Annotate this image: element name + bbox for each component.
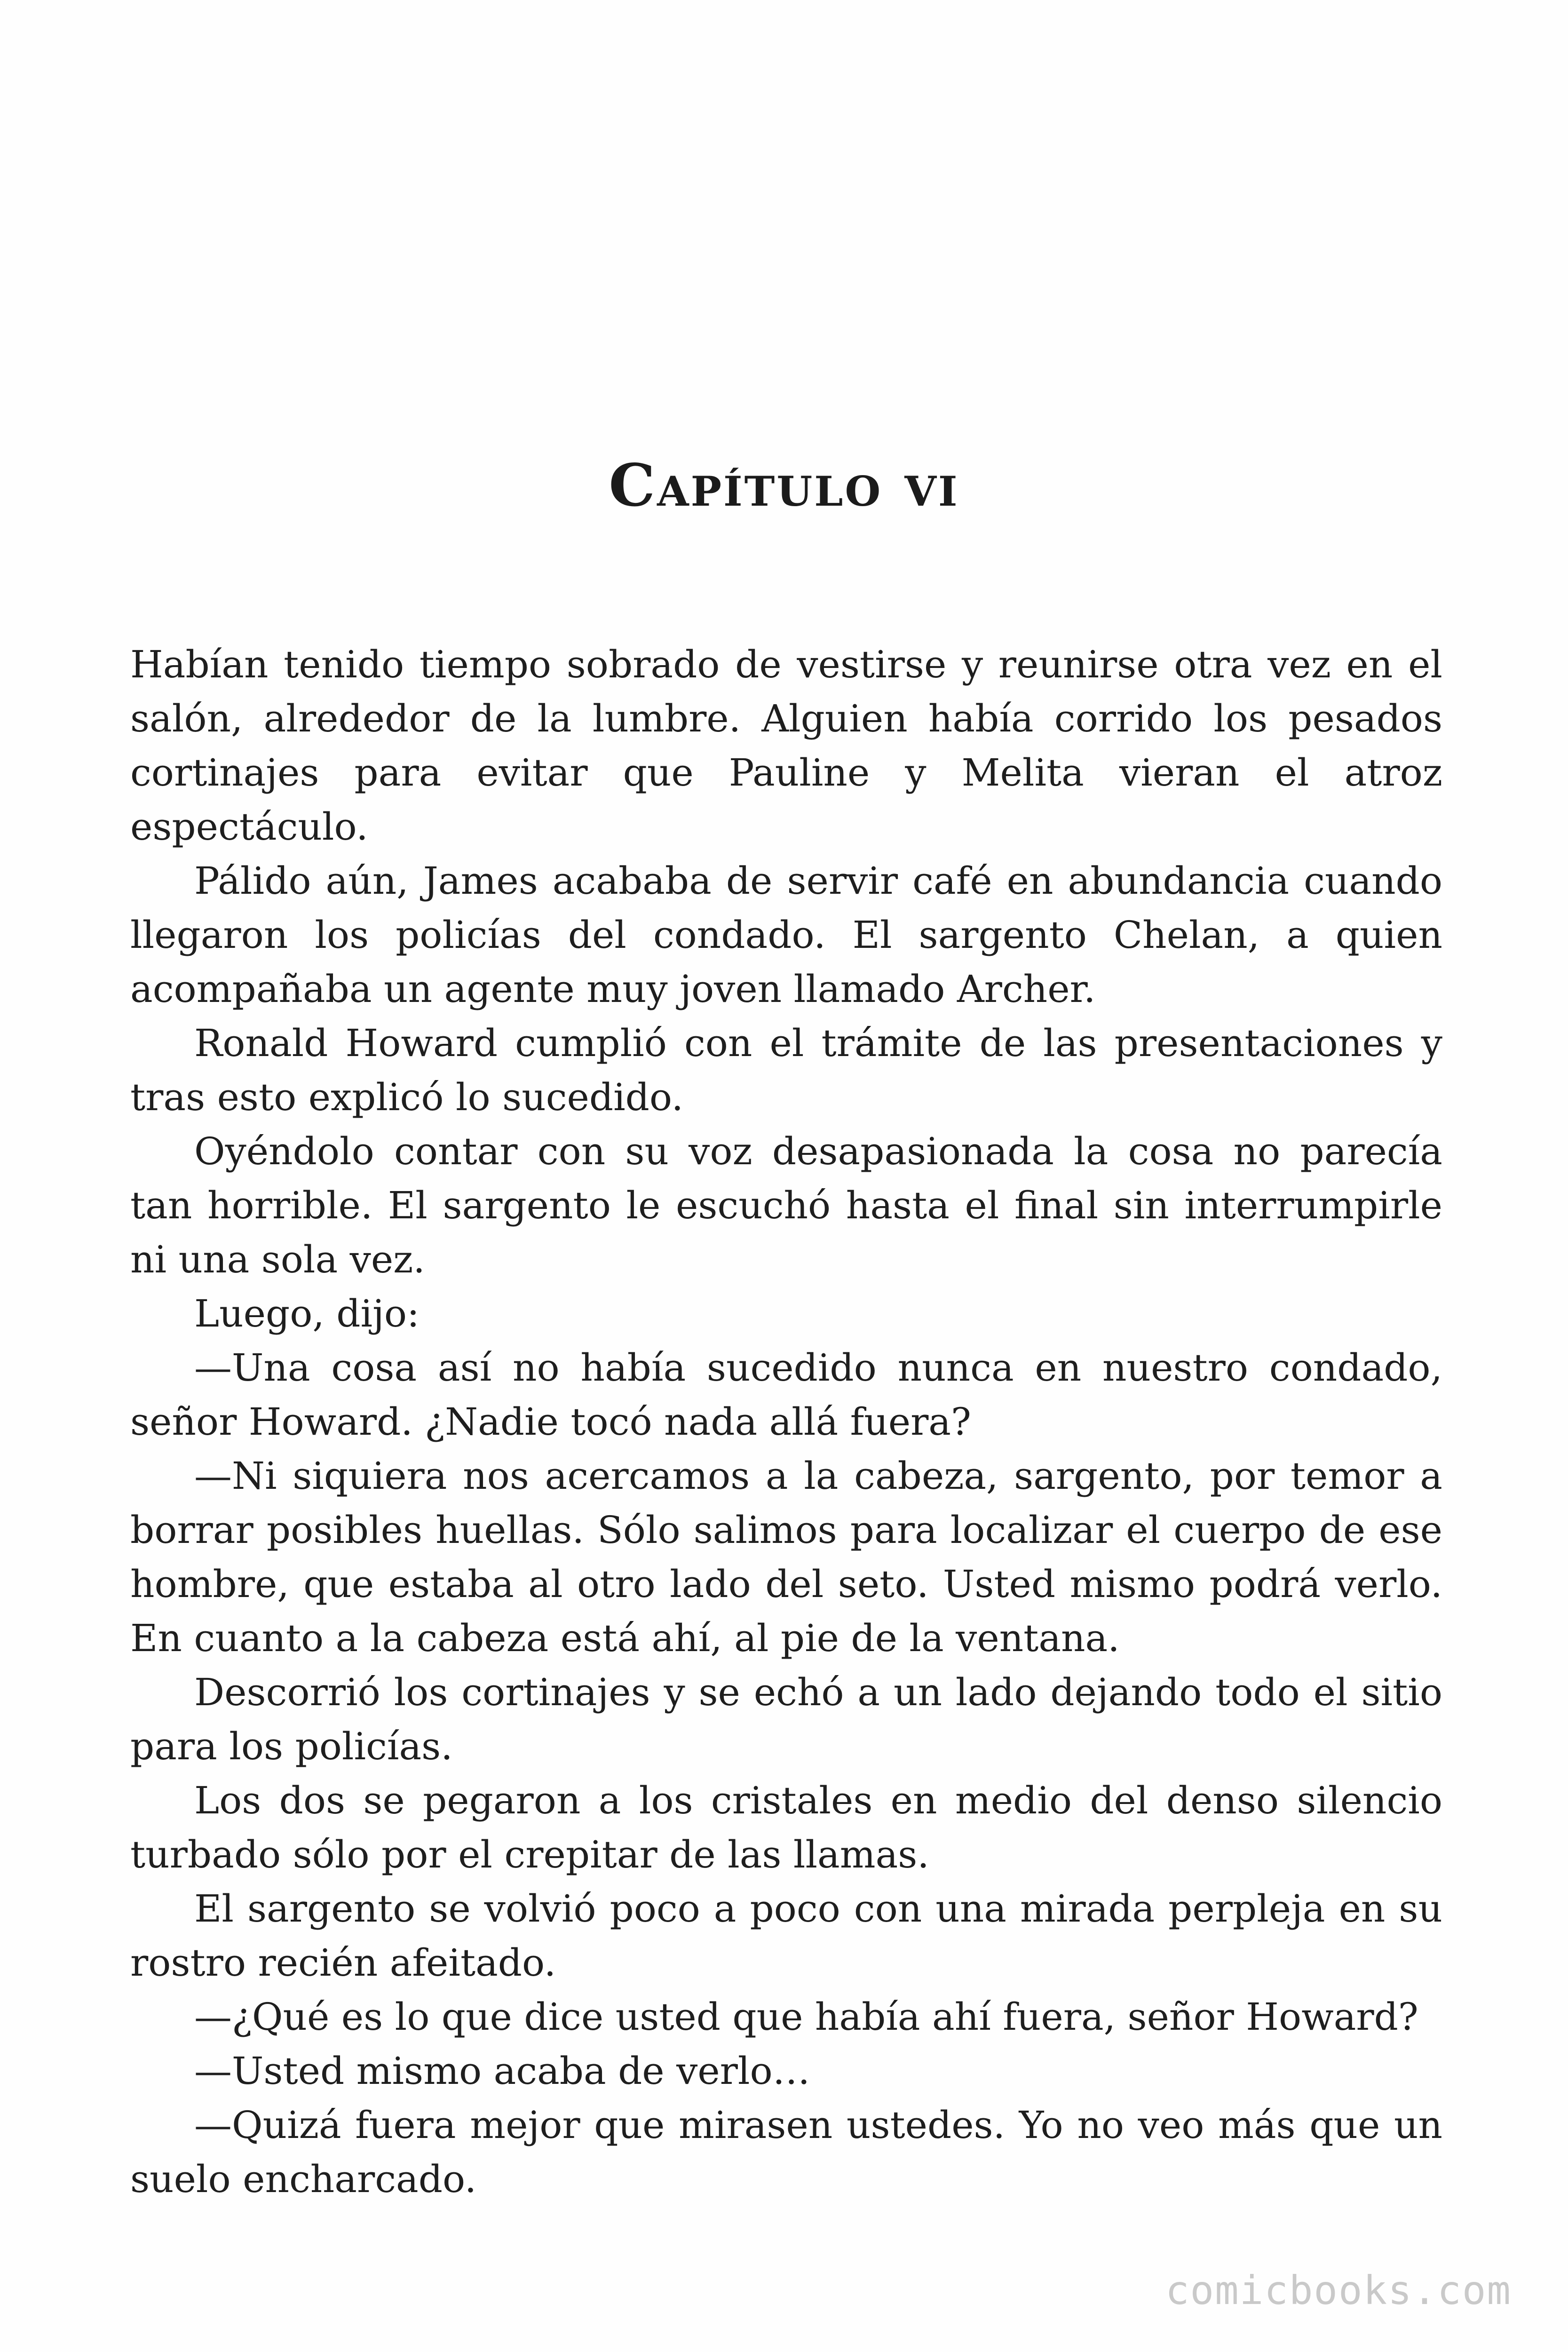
- paragraph: Habían tenido tiempo sobrado de vestirse y reunirse otra vez en el salón, alrededor de la lumbre. Alguien había corrido los pesados cortinajes para evitar que Pauline y Melita vieran el atroz espectáculo.: [130, 643, 1442, 849]
- dialogue-paragraph: —¿Qué es lo que dice usted que había ahí fuera, señor Howard?: [194, 1995, 1418, 2039]
- dialogue-paragraph: —Ni siquiera nos acercamos a la cabeza, sargento, por temor a borrar posibles huellas. Sólo salimos para localizar el cuerpo de ese hombre, que estaba al otro lado del seto. Usted mismo podrá verlo. En cuanto a la cabeza está ahí, al pie de la ventana.: [130, 1454, 1442, 1660]
- chapter-body: [130, 637, 1442, 2206]
- paragraph: Descorrió los cortinajes y se echó a un lado dejando todo el sitio para los policías.: [130, 1670, 1442, 1768]
- dialogue-paragraph: —Usted mismo acaba de verlo…: [194, 2049, 810, 2093]
- paragraph: Luego, dijo:: [194, 1292, 420, 1335]
- watermark: comicbooks.com: [1165, 2267, 1512, 2313]
- paragraph: El sargento se volvió poco a poco con una mirada perpleja en su rostro recién afeitado.: [130, 1887, 1442, 1985]
- chapter-title: [0, 452, 1568, 520]
- dialogue-paragraph: —Quizá fuera mejor que mirasen ustedes. Yo no veo más que un suelo encharcado.: [130, 2103, 1442, 2201]
- dialogue-paragraph: —Una cosa así no había sucedido nunca en nuestro condado, señor Howard. ¿Nadie tocó nada allá fuera?: [130, 1346, 1442, 1444]
- paragraph: Los dos se pegaron a los cristales en medio del denso silencio turbado sólo por el crepitar de las llamas.: [130, 1779, 1442, 1876]
- paragraph: Ronald Howard cumplió con el trámite de las presentaciones y tras esto explicó lo sucedido.: [130, 1021, 1442, 1119]
- chapter-title-text: Capítulo vi: [609, 452, 959, 520]
- paragraph: Pálido aún, James acababa de servir café en abundancia cuando llegaron los policías del condado. El sargento Chelan, a quien acompañaba un agente muy joven llamado Archer.: [130, 859, 1442, 1011]
- paragraph: Oyéndolo contar con su voz desapasionada la cosa no parecía tan horrible. El sargento le escuchó hasta el final sin interrumpirle ni una sola vez.: [130, 1129, 1442, 1281]
